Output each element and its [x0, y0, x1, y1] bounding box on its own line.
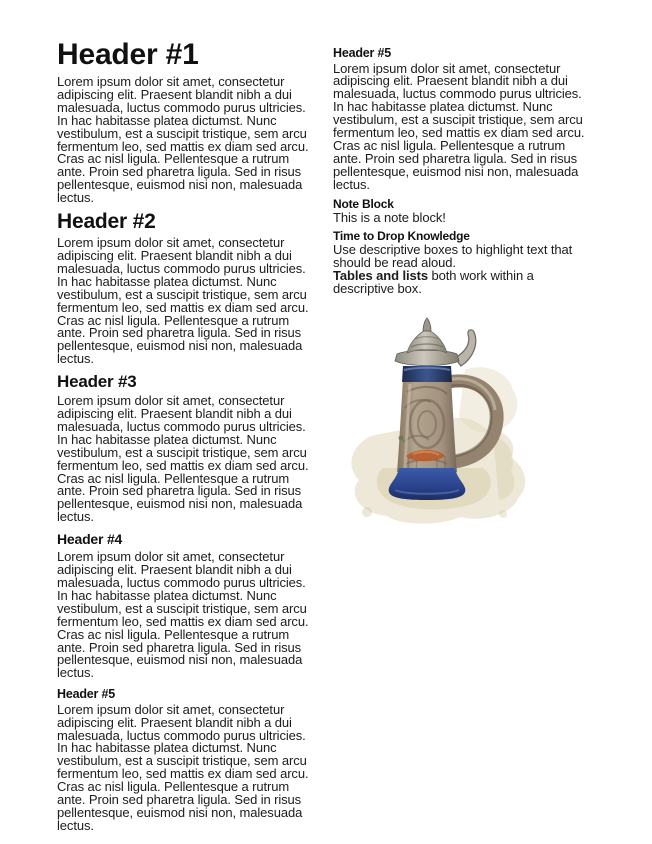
right-column: [333, 39, 591, 844]
header-1-heading: Header #1: [57, 38, 199, 71]
lid-rim: [395, 350, 459, 365]
header-5-right-heading: Header #5: [333, 46, 391, 60]
knowledge-body: Use descriptive boxes to highlight text that should be read aloud.: [333, 242, 573, 271]
header-4-heading: Header #4: [57, 531, 123, 548]
tables-line-bold: Tables and lists: [333, 268, 428, 284]
lorem-paragraph-5: Lorem ipsum dolor sit amet, consectetur adipiscing elit. Praesent blandit nibh a dui malesuada, luctus commodo purus ultricies. In hac habitasse platea dictumst. Nunc vestibulum, est a suscipit tristique, sem arcu fermentum leo, sed mattis ex diam sed arcu. Cras ac nisl ligula. Pellentesque a rutrum ante. Proin sed pharetra ligula. Sed in risus pellentesque, euismod nisi non, malesuada lectus.: [57, 701, 309, 833]
lid-finial: [423, 318, 431, 331]
note-block-body: This is a note block!: [333, 209, 446, 225]
lorem-paragraph-3: Lorem ipsum dolor sit amet, consectetur adipiscing elit. Praesent blandit nibh a dui malesuada, luctus commodo purus ultricies. In hac habitasse platea dictumst. Nunc vestibulum, est a suscipit tristique, sem arcu fermentum leo, sed mattis ex diam sed arcu. Cras ac nisl ligula. Pellentesque a rutrum ante. Proin sed pharetra ligula. Sed in risus pellentesque, euismod nisi non, malesuada lectus.: [57, 393, 309, 525]
beer-stein-illustration: [343, 316, 535, 528]
lorem-paragraph-2: Lorem ipsum dolor sit amet, consectetur adipiscing elit. Praesent blandit nibh a dui malesuada, luctus commodo purus ultricies. In hac habitasse platea dictumst. Nunc vestibulum, est a suscipit tristique, sem arcu fermentum leo, sed mattis ex diam sed arcu. Cras ac nisl ligula. Pellentesque a rutrum ante. Proin sed pharetra ligula. Sed in risus pellentesque, euismod nisi non, malesuada lectus.: [57, 235, 309, 367]
header-2-heading: Header #2: [57, 210, 156, 234]
header-5-heading: Header #5: [57, 687, 115, 702]
stein-base: [389, 468, 466, 500]
lorem-paragraph-4: Lorem ipsum dolor sit amet, consectetur adipiscing elit. Praesent blandit nibh a dui malesuada, luctus commodo purus ultricies. In hac habitasse platea dictumst. Nunc vestibulum, est a suscipit tristique, sem arcu fermentum leo, sed mattis ex diam sed arcu. Cras ac nisl ligula. Pellentesque a rutrum ante. Proin sed pharetra ligula. Sed in risus pellentesque, euismod nisi non, malesuada lectus.: [57, 549, 309, 681]
lorem-paragraph-1: Lorem ipsum dolor sit amet, consectetur adipiscing elit. Praesent blandit nibh a dui malesuada, luctus commodo purus ultricies. In hac habitasse platea dictumst. Nunc vestibulum, est a suscipit tristique, sem arcu fermentum leo, sed mattis ex diam sed arcu. Cras ac nisl ligula. Pellentesque a rutrum ante. Proin sed pharetra ligula. Sed in risus pellentesque, euismod nisi non, malesuada lectus.: [57, 74, 309, 206]
left-column: [57, 39, 315, 844]
note-block-heading: Note Block: [333, 196, 394, 211]
lid-cone: [407, 331, 447, 353]
header-3-heading: Header #3: [57, 372, 137, 392]
beer-stein-watercolor-image: [343, 316, 535, 528]
lorem-paragraph-6: Lorem ipsum dolor sit amet, consectetur adipiscing elit. Praesent blandit nibh a dui malesuada, luctus commodo purus ultricies. In hac habitasse platea dictumst. Nunc vestibulum, est a suscipit tristique, sem arcu fermentum leo, sed mattis ex diam sed arcu. Cras ac nisl ligula. Pellentesque a rutrum ante. Proin sed pharetra ligula. Sed in risus pellentesque, euismod nisi non, malesuada lectus.: [333, 60, 585, 192]
tables-line: [333, 270, 591, 296]
tables-line-rest: both work within a descriptive box.: [333, 268, 534, 297]
knowledge-heading: Time to Drop Knowledge: [333, 229, 470, 244]
